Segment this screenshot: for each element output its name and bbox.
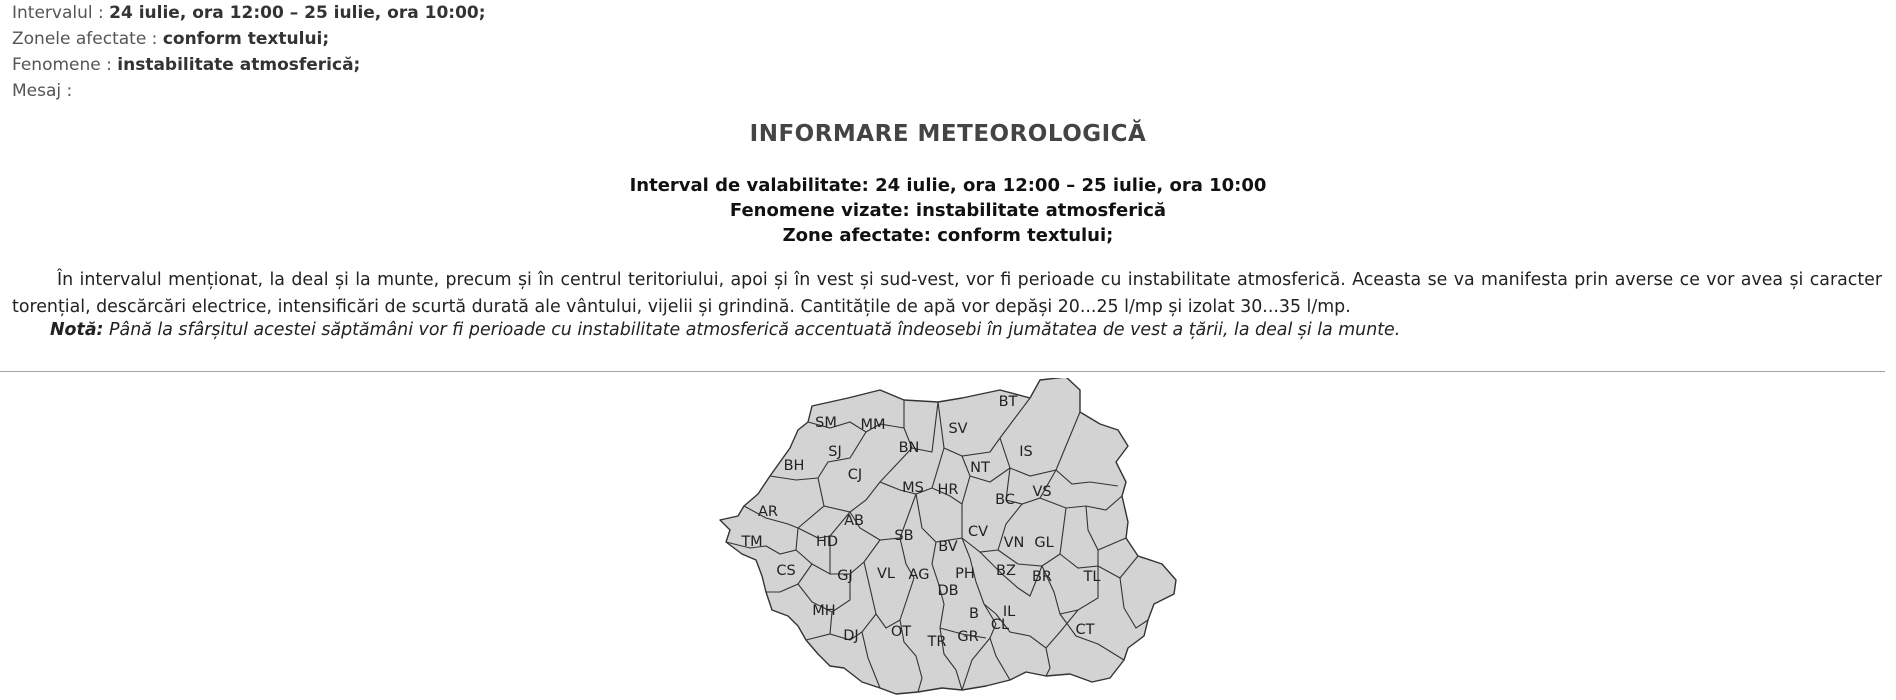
county-label-ar[interactable]: AR xyxy=(758,504,778,520)
county-label-gl[interactable]: GL xyxy=(1034,535,1054,551)
county-label-cv[interactable]: CV xyxy=(967,524,989,540)
county-label-tm[interactable]: TM xyxy=(741,534,763,550)
note-text: Până la sfârșitul acestei săptămâni vor fi perioade cu instabilitate atmosferică accentuată îndeosebi în jumătatea de vest a țării, la deal și la munte. xyxy=(103,320,1401,340)
county-label-vl[interactable]: VL xyxy=(877,566,895,582)
bulletin-paragraph: În intervalul menționat, la deal și la munte, precum și în centrul teritoriului, apoi și în vest și sud-vest, vor fi perioade cu instabilitate atmosferică. Aceasta se va manifesta prin averse ce vor avea și caracter torențial, descărcări electrice, intensificări de scurtă durată ale vântului, vijelii și grindină. Cantitățile de apă vor depăși 20...25 l/mp și izolat 30...35 l/mp. xyxy=(12,270,1882,317)
section-divider xyxy=(0,371,1885,372)
phenomena-row: Fenomene : instabilitate atmosferică; xyxy=(12,55,361,75)
county-label-bc[interactable]: BC xyxy=(995,492,1015,508)
county-label-cl[interactable]: CL xyxy=(990,617,1010,633)
county-label-tr[interactable]: TR xyxy=(927,634,947,650)
message-row: Mesaj : xyxy=(12,81,73,101)
bulletin-summary xyxy=(0,173,1896,248)
county-label-hd[interactable]: HD xyxy=(815,534,839,550)
county-label-sb[interactable]: SB xyxy=(894,528,914,544)
interval-value: 24 iulie, ora 12:00 – 25 iulie, ora 10:00; xyxy=(109,3,486,23)
county-label-tl[interactable]: TL xyxy=(1083,569,1101,585)
county-label-vs[interactable]: VS xyxy=(1032,484,1052,500)
county-label-bt[interactable]: BT xyxy=(998,394,1018,410)
county-label-sm[interactable]: SM xyxy=(815,415,837,431)
bulletin-title: INFORMARE METEOROLOGICĂ xyxy=(749,121,1147,147)
county-label-ct[interactable]: CT xyxy=(1075,622,1095,638)
bulletin-body xyxy=(12,267,1882,321)
romania-counties-map xyxy=(700,378,1180,700)
county-label-bn[interactable]: BN xyxy=(898,440,920,456)
county-label-dj[interactable]: DJ xyxy=(843,628,859,644)
phenomena-value: instabilitate atmosferică; xyxy=(117,55,361,75)
county-label-db[interactable]: DB xyxy=(937,583,959,599)
county-label-ot[interactable]: OT xyxy=(890,624,912,640)
interval-row: Intervalul : 24 iulie, ora 12:00 – 25 iulie, ora 10:00; xyxy=(12,3,486,23)
county-label-bh[interactable]: BH xyxy=(783,458,805,474)
county-label-cs[interactable]: CS xyxy=(776,563,796,579)
county-label-vn[interactable]: VN xyxy=(1003,535,1025,551)
county-label-ab[interactable]: AB xyxy=(844,513,864,529)
zones-value: conform textului; xyxy=(162,29,330,49)
county-label-b[interactable]: B xyxy=(969,606,979,622)
county-label-bz[interactable]: BZ xyxy=(996,563,1016,579)
county-label-mm[interactable]: MM xyxy=(860,417,886,433)
county-label-ms[interactable]: MS xyxy=(902,480,924,496)
county-label-sv[interactable]: SV xyxy=(948,421,968,437)
zones-line: Zone afectate: conform textului; xyxy=(782,225,1114,246)
county-label-gj[interactable]: GJ xyxy=(837,568,853,584)
county-label-is[interactable]: IS xyxy=(1019,444,1033,460)
county-label-bv[interactable]: BV xyxy=(938,539,958,555)
county-label-ph[interactable]: PH xyxy=(955,566,975,582)
alert-metadata xyxy=(12,0,486,104)
county-label-sj[interactable]: SJ xyxy=(828,444,842,460)
county-label-nt[interactable]: NT xyxy=(970,460,990,476)
phenomena-line: Fenomene vizate: instabilitate atmosferică xyxy=(729,200,1167,221)
county-label-il[interactable]: IL xyxy=(1002,604,1016,620)
county-label-ag[interactable]: AG xyxy=(908,567,930,583)
note-label: Notă: xyxy=(50,320,104,340)
county-label-gr[interactable]: GR xyxy=(957,629,979,645)
county-label-br[interactable]: BR xyxy=(1031,569,1053,585)
validity-line: Interval de valabilitate: 24 iulie, ora 12:00 – 25 iulie, ora 10:00 xyxy=(629,175,1267,196)
bulletin-note xyxy=(50,320,1400,340)
county-label-cj[interactable]: CJ xyxy=(847,467,863,483)
county-label-hr[interactable]: HR xyxy=(937,482,959,498)
county-label-mh[interactable]: MH xyxy=(812,603,836,619)
zones-row: Zonele afectate : conform textului; xyxy=(12,29,330,49)
